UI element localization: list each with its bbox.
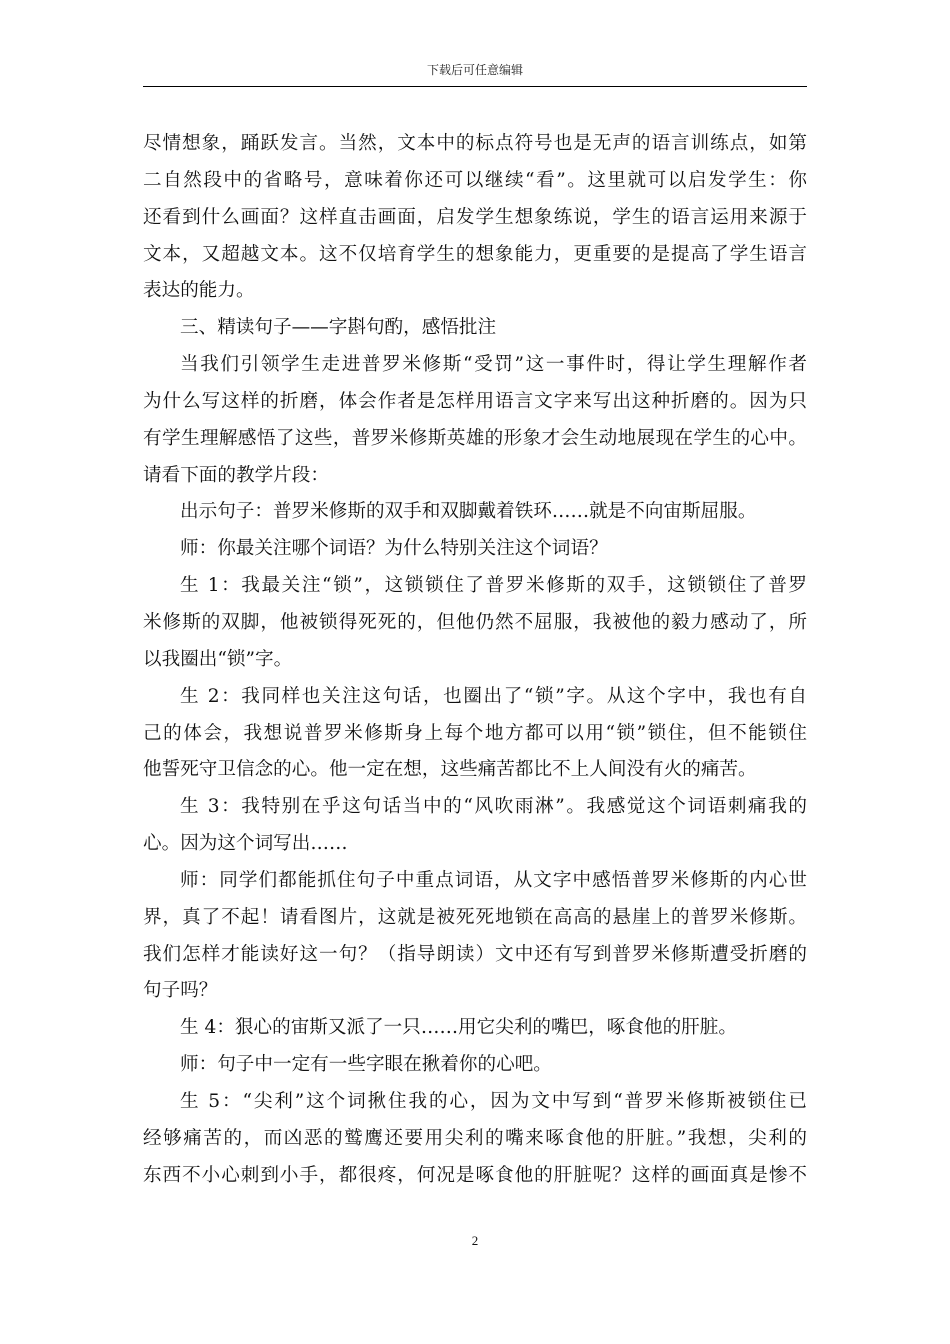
document-body (143, 126, 807, 1194)
text-line: 二自然段中的省略号，意味着你还可以继续“看”。这里就可以启发学生：你 (143, 169, 807, 191)
text-line: 师：句子中一定有一些字眼在揪着你的心吧。 (180, 1054, 552, 1076)
page-number: 2 (471, 1233, 479, 1248)
text-line: 以我圈出“锁”字。 (143, 648, 293, 670)
text-line: 师：你最关注哪个词语？为什么特别关注这个词语？ (180, 538, 608, 560)
page-header: 下载后可任意编辑 (426, 63, 523, 77)
text-line: 表达的能力。 (143, 280, 255, 302)
text-line: 尽情想象，踊跃发言。当然，文本中的标点符号也是无声的语言训练点，如第 (143, 133, 807, 154)
text-line: 生 1：我最关注“锁”，这锁锁住了普罗米修斯的双手，这锁锁住了普罗 (180, 575, 807, 597)
text-line: 他誓死守卫信念的心。他一定在想，这些痛苦都比不上人间没有火的痛苦。 (143, 759, 757, 781)
text-line: 己的体会，我想说普罗米修斯身上每个地方都可以用“锁”锁住，但不能锁住 (143, 722, 807, 744)
text-line: 生 2：我同样也关注这句话，也圈出了“锁”字。从这个字中，我也有自 (180, 685, 807, 707)
text-line: 生 3：我特别在乎这句话当中的“风吹雨淋”。我感觉这个词语刺痛我的 (180, 796, 807, 818)
text-line: 出示句子：普罗米修斯的双手和双脚戴着铁环……就是不向宙斯屈服。 (180, 501, 757, 523)
text-line: 还看到什么画面？这样直击画面，启发学生想象练说，学生的语言运用来源于 (143, 206, 807, 228)
text-line: 文本，又超越文本。这不仅培育学生的想象能力，更重要的是提高了学生语言 (143, 243, 807, 265)
text-line: 界，真了不起！请看图片，这就是被死死地锁在高高的悬崖上的普罗米修斯。 (143, 906, 807, 928)
text-line: 东西不小心刺到小手，都很疼，何况是啄食他的肝脏呢？这样的画面真是惨不 (143, 1164, 807, 1186)
text-line: 生 5：“尖利”这个词揪住我的心，因为文中写到“普罗米修斯被锁住已 (180, 1090, 807, 1112)
text-line: 句子吗？ (143, 980, 218, 1002)
text-line: 当我们引领学生走进普罗米修斯“受罚”这一事件时，得让学生理解作者 (180, 354, 807, 376)
text-line: 米修斯的双脚，他被锁得死死的，但他仍然不屈服，我被他的毅力感动了，所 (143, 611, 807, 633)
text-line: 生 4：狠心的宙斯又派了一只……用它尖利的嘴巴，啄食他的肝脏。 (180, 1017, 737, 1039)
text-line: 我们怎样才能读好这一句？（指导朗读）文中还有写到普罗米修斯遭受折磨的 (143, 943, 807, 965)
text-line: 为什么写这样的折磨，体会作者是怎样用语言文字来写出这种折磨的。因为只 (143, 390, 807, 412)
text-line: 请看下面的教学片段： (143, 464, 329, 486)
header-divider (143, 86, 807, 87)
text-line: 心。因为这个词写出…… (143, 833, 348, 855)
text-line: 三、精读句子——字斟句酌，感悟批注 (180, 317, 497, 339)
text-line: 经够痛苦的，而凶恶的鹫鹰还要用尖利的嘴来啄食他的肝脏。”我想，尖利的 (143, 1127, 807, 1149)
text-line: 师：同学们都能抓住句子中重点词语，从文字中感悟普罗米修斯的内心世 (180, 869, 807, 891)
text-line: 有学生理解感悟了这些，普罗米修斯英雄的形象才会生动地展现在学生的心中。 (143, 427, 807, 449)
